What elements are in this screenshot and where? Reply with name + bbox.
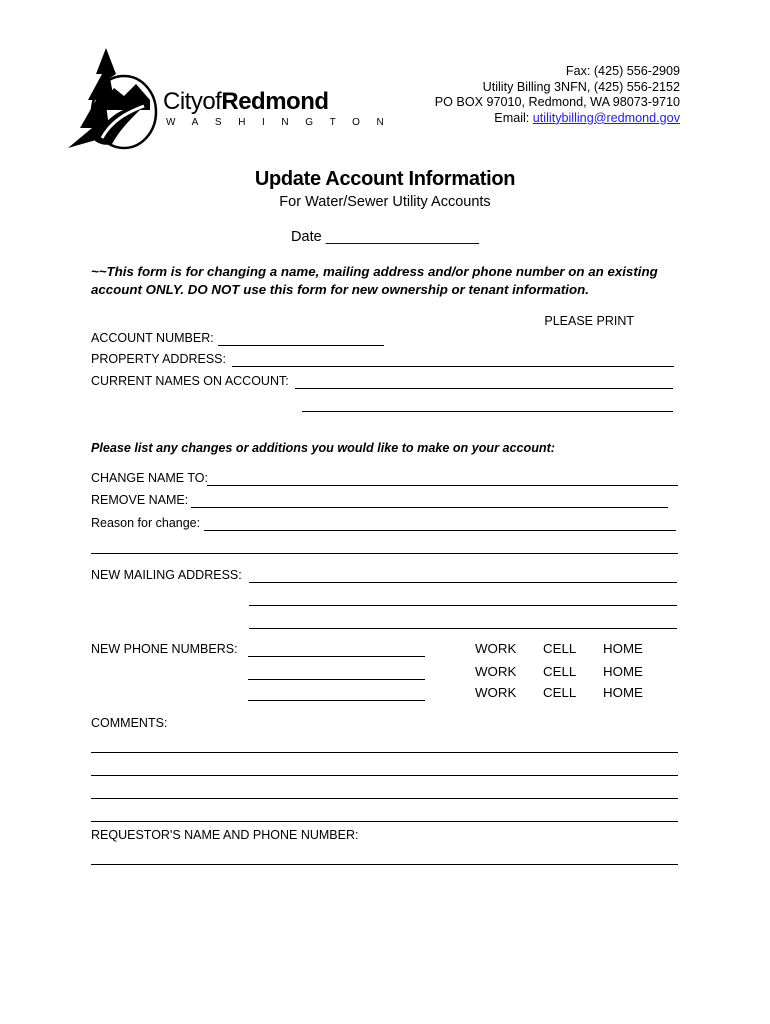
remove-name-label: REMOVE NAME: <box>91 493 189 507</box>
billing-line: Utility Billing 3NFN, (425) 556-2152 <box>482 79 680 94</box>
property-address-field[interactable] <box>232 366 674 367</box>
contact-block <box>435 64 680 126</box>
form-subtitle: For Water/Sewer Utility Accounts <box>279 194 491 210</box>
comments-field-1[interactable] <box>91 752 678 753</box>
phone-3-home-option[interactable]: HOME <box>603 685 643 700</box>
comments-field-2[interactable] <box>91 775 678 776</box>
requestor-label: REQUESTOR'S NAME AND PHONE NUMBER: <box>91 828 359 842</box>
email-line: Email: utilitybilling@redmond.gov <box>494 110 680 125</box>
reason-field[interactable] <box>204 530 676 531</box>
form-notice: ~~This form is for changing a name, mailing address and/or phone number on an existing account ONLY. DO NOT use this form for new ownership or tenant information. <box>91 264 658 297</box>
fax-line: Fax: (425) 556-2909 <box>565 64 680 78</box>
change-name-label: CHANGE NAME TO: <box>91 471 208 485</box>
phone-1-home-option[interactable]: HOME <box>603 641 643 656</box>
current-names-label: CURRENT NAMES ON ACCOUNT: <box>91 374 289 388</box>
phone-3-cell-option[interactable]: CELL <box>543 685 577 700</box>
phone-1-work-option[interactable]: WORK <box>475 641 517 656</box>
brand-name: CityofRedmond <box>163 88 329 115</box>
change-name-field[interactable] <box>207 485 678 486</box>
phone-2-cell-option[interactable]: CELL <box>543 664 577 679</box>
please-print-label: PLEASE PRINT <box>544 314 634 328</box>
property-address-label: PROPERTY ADDRESS: <box>91 352 226 366</box>
phone-2-home-option[interactable]: HOME <box>603 664 643 679</box>
account-number-label: ACCOUNT NUMBER: <box>91 331 214 345</box>
comments-field-3[interactable] <box>91 798 678 799</box>
phone-field-2[interactable] <box>248 679 425 680</box>
phone-2-work-option[interactable]: WORK <box>475 664 517 679</box>
phone-field-1[interactable] <box>248 656 425 657</box>
comments-field-4[interactable] <box>91 821 678 822</box>
requestor-field[interactable] <box>91 864 678 865</box>
changes-prompt: Please list any changes or additions you would like to make on your account: <box>91 441 555 455</box>
reason-field-2[interactable] <box>91 553 678 554</box>
new-mailing-field-3[interactable] <box>249 628 677 629</box>
account-number-field[interactable] <box>218 345 384 346</box>
phone-3-work-option[interactable]: WORK <box>475 685 517 700</box>
date-field[interactable]: Date ___________________ <box>291 229 479 245</box>
new-phone-label: NEW PHONE NUMBERS: <box>91 642 238 656</box>
form-title: Update Account Information <box>254 168 516 190</box>
current-names-field[interactable] <box>295 388 673 389</box>
email-link[interactable]: utilitybilling@redmond.gov <box>532 110 680 125</box>
current-names-field-2[interactable] <box>302 411 673 412</box>
comments-label: COMMENTS: <box>91 716 168 730</box>
remove-name-field[interactable] <box>191 507 668 508</box>
phone-field-3[interactable] <box>248 700 425 701</box>
phone-1-cell-option[interactable]: CELL <box>543 641 577 656</box>
new-mailing-label: NEW MAILING ADDRESS: <box>91 568 242 582</box>
address-line: PO BOX 97010, Redmond, WA 98073-9710 <box>434 95 680 110</box>
new-mailing-field[interactable] <box>249 582 677 583</box>
brand-state: WASHINGTON <box>166 117 401 128</box>
new-mailing-field-2[interactable] <box>249 605 677 606</box>
reason-label: Reason for change: <box>91 516 201 530</box>
